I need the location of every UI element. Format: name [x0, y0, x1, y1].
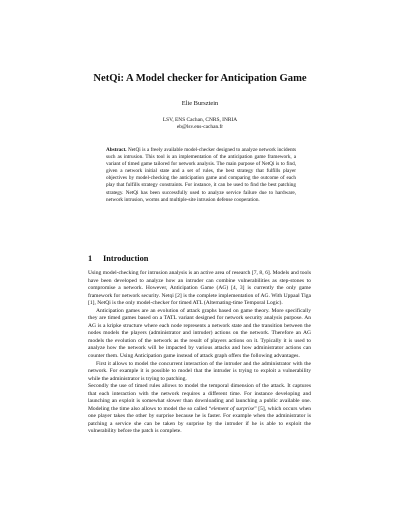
- paper-title: NetQi: A Model checker for Anticipation Game: [93, 73, 307, 84]
- author-name: Elie Bursztein: [181, 100, 219, 107]
- emphasis-term: element of surprise: [211, 405, 255, 412]
- section-heading: [88, 254, 148, 264]
- paragraph-text: Secondly the use of timed rules allows to model the temporal dimension of the attack. It captures that each interaction with the network requires a different time. For instance developing and launching an exploit is somewhat slower than downloading and launching a public available one. Modeling the time also allows to model the so called “: [88, 383, 311, 412]
- author-affiliation: LSV, ENS Cachan, CNRS, INRIA: [162, 117, 238, 123]
- section-number: 1: [88, 254, 93, 263]
- abstract: [106, 147, 296, 204]
- author-email: eb@lsv.ens-cachan.fr: [176, 124, 224, 130]
- paragraph: [88, 383, 311, 436]
- paragraph-text: ” [5], which occurs when one player takes the other by surprise because he is faster. For example when the administrator is patching a service she can be taken by surprise by the intruder if he is able to exploit the vulnerability before the patch is complete.: [88, 405, 311, 435]
- section-body: [88, 270, 311, 436]
- paragraph: First it allows to model the concurrent interaction of the intruder and the administrator with the network. For example it is possible to model that the intruder is trying to exploit a vulnerability while the administrator is trying to patching.: [88, 360, 311, 382]
- section-title: Introduction: [103, 254, 149, 263]
- abstract-text: NetQi is a freely available model-checker designed to analyze network incidents such as intrusion. This tool is an implementation of the anticipation game framework, a variant of timed game tailored for network analysis. The main purpose of NetQi is to find, given a network initial state and a set of rules, the best strategy that fulfills player objectives by model-checking the anticipation game and comparing the outcome of each play that fulfills strategy constraints. For instance, it can be used to find the best patching strategy. NetQi has been successfully used to analyze service failure due to hardware, network intrusion, worms and multiple-site intrusion defense cooperation.: [106, 147, 296, 203]
- abstract-label: Abstract.: [106, 147, 127, 153]
- paragraph: Anticipation games are an evolution of attack graphs based on game theory. More specifically they are timed games based on a TATL variant designed for network security analysis purpose. An AG is a kripke structure where each node represents a network state and the transition between the nodes models the players (administrator and intruder) actions on the network. Therefore an AG models the evolution of the network as the result of players actions on it. Typically it is used to analyze how the network will be impacted by various attacks and how administrator actions can counter them. Using Anticipation game instead of attack graph offers the following advantages.: [88, 307, 311, 360]
- paragraph: Using model-checking for intrusion analysis is an active area of research [7, 8, 6]. Models and tools have been developed to analyze how an intruder can combine vulnerabilities as step-stones to compromise a network. However, Anticipation Game (AG) [4, 3] is currently the only game framework for network security. Netqi [2] is the complete implementation of AG. With Uppaal Tiga [1], NetQi is the only model-checker for timed ATL (Alternating-time Temporal Logic).: [88, 270, 311, 307]
